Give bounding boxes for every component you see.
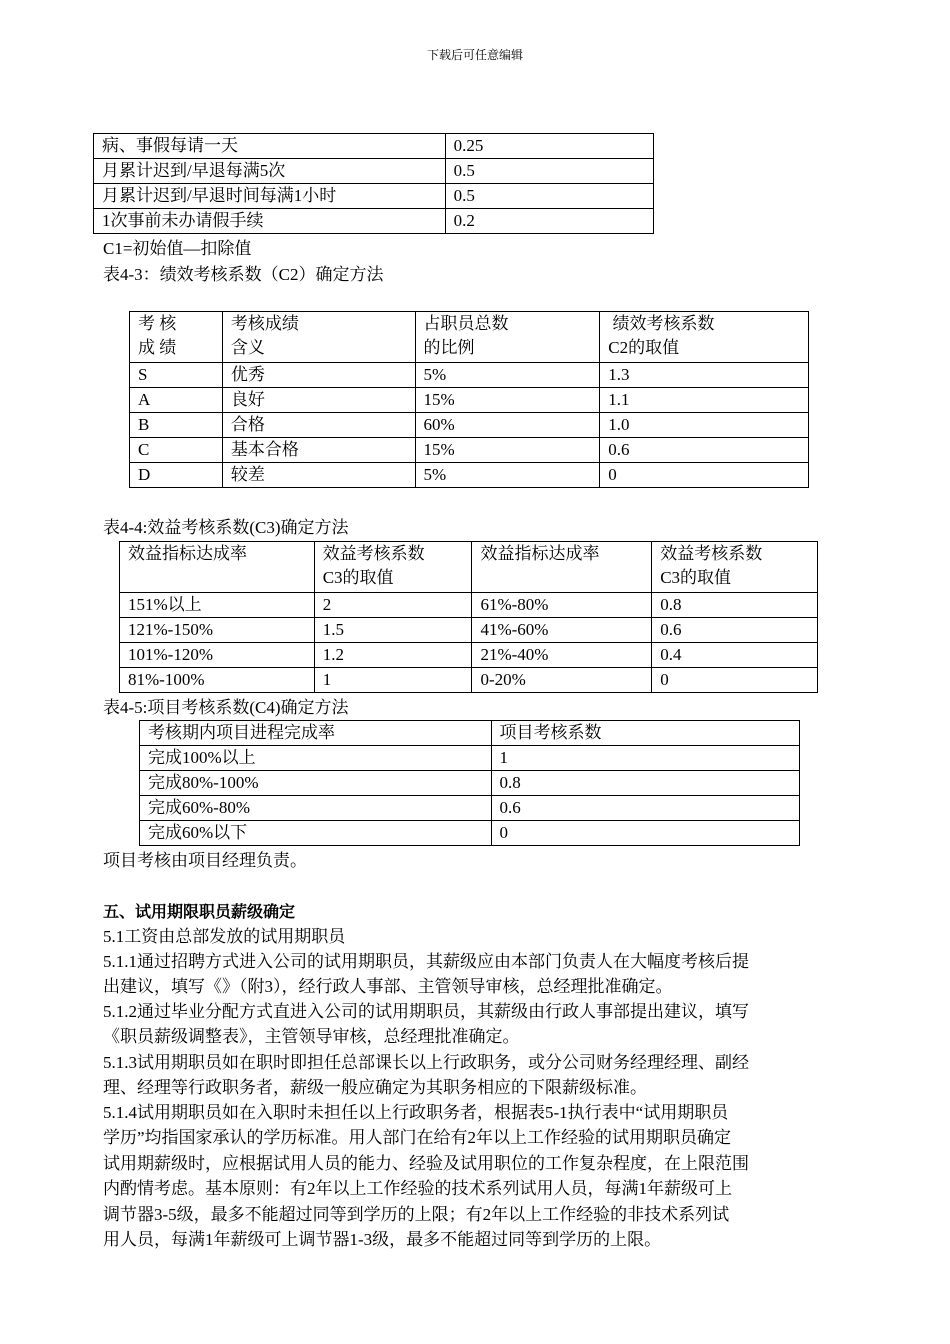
text-line: 出建议，填写《》（附3），经行政人事部、主管领导审核，总经理批准确定。 [103, 977, 673, 997]
table-row [94, 209, 654, 234]
table-cell: 121%-150% [120, 618, 315, 643]
table-cell: 较差 [222, 463, 415, 488]
table-cell: 151%以上 [120, 593, 315, 618]
header-note: 下载后可任意编辑 [426, 48, 523, 62]
paragraph-5-1-4 [103, 1100, 838, 1252]
text-line: 5.1.2通过毕业分配方式直进入公司的试用期职员，其薪级由行政人事部提出建议，填写 [103, 1002, 749, 1021]
c1-formula: C1=初始值—扣除值 [103, 239, 252, 258]
table-row [120, 668, 818, 693]
table-cell: 1.5 [314, 618, 472, 643]
table-row [130, 438, 809, 463]
table-header-cell [130, 312, 223, 363]
table-cell: 15% [415, 388, 600, 413]
table-cell: 5% [415, 463, 600, 488]
table-cell: S [130, 363, 223, 388]
table-cell: 0-20% [472, 668, 652, 693]
table-row [140, 746, 800, 771]
text-line: 试用期薪级时，应根据试用人员的能力、经验及试用职位的工作复杂程度，在上限范围 [103, 1153, 749, 1173]
table-cell: 完成80%-100% [140, 771, 492, 796]
header-line: C3的取值 [322, 568, 394, 587]
table-cell: 101%-120% [120, 643, 315, 668]
table-row [130, 363, 809, 388]
table-cell: 1 [314, 668, 472, 693]
table-cell: 1.2 [314, 643, 472, 668]
header-line: C2的取值 [608, 338, 680, 357]
header-line: 效益考核系数 [322, 544, 425, 563]
table-header-cell [600, 312, 809, 363]
header-line: 效益指标达成率 [128, 544, 247, 563]
table-cell: 1.1 [600, 388, 809, 413]
text-line: 5.1.1通过招聘方式进入公司的试用期职员，其薪级应由本部门负责人在大幅度考核后提 [103, 952, 749, 971]
table-header-cell: 考核期内项目进程完成率 [140, 721, 492, 746]
table-row [94, 134, 654, 159]
table-header-row [140, 721, 800, 746]
table-cell: 0.8 [491, 771, 799, 796]
text-line: 内酌情考虑。基本原则：有2年以上工作经验的技术系列试用人员，每满1年薪级可上 [103, 1179, 732, 1199]
table-header-cell: 项目考核系数 [491, 721, 799, 746]
table-cell: 0.6 [652, 618, 818, 643]
table-header-cell [472, 542, 652, 593]
table-header-cell [120, 542, 315, 593]
table-row [120, 593, 818, 618]
table-cell: 5% [415, 363, 600, 388]
table-cell: 病、事假每请一天 [94, 134, 446, 159]
text-line: 理、经理等行政职务者，薪级一般应确定为其职务相应的下限薪级标准。 [103, 1078, 647, 1098]
table4-caption: 表4-5:项目考核系数(C4)确定方法 [103, 698, 349, 717]
table-cell: 1.0 [600, 413, 809, 438]
table-cell: 完成60%以下 [140, 821, 492, 846]
table-cell: A [130, 388, 223, 413]
subsection-5-1: 5.1工资由总部发放的试用期职员 [103, 927, 346, 946]
table-row [140, 771, 800, 796]
table-cell: C [130, 438, 223, 463]
paragraph-5-1-3 [103, 1050, 838, 1101]
header-line: 效益考核系数 [660, 544, 763, 563]
header-line: 效益指标达成率 [480, 544, 600, 563]
table-row [130, 413, 809, 438]
c4-table [139, 720, 800, 846]
table-header-row [130, 312, 809, 363]
table-cell: 1.3 [600, 363, 809, 388]
table-cell: 61%-80% [472, 593, 652, 618]
table-cell: 1 [491, 746, 799, 771]
table-cell: 完成100%以上 [140, 746, 492, 771]
header-line: 考核成绩 [230, 314, 299, 333]
table-cell: 60% [415, 413, 600, 438]
text-line: 5.1.3试用期职员如在职时即担任总部课长以上行政职务，或分公司财务经理经理、副经 [103, 1053, 749, 1072]
table-cell: 0.6 [491, 796, 799, 821]
table-cell: 0 [652, 668, 818, 693]
table-cell: 0 [491, 821, 799, 846]
paragraph-5-1-1 [103, 949, 838, 1000]
header-line: 成 绩 [138, 338, 177, 357]
table-cell: 0.25 [445, 134, 653, 159]
table-header-cell [314, 542, 472, 593]
table3-caption: 表4-4:效益考核系数(C3)确定方法 [103, 518, 349, 537]
text-line: 用人员，每满1年薪级可上调节器1-3级，最多不能超过同等到学历的上限。 [103, 1230, 662, 1250]
table2-caption: 表4-3：绩效考核系数（C2）确定方法 [103, 265, 384, 284]
table-row [140, 796, 800, 821]
table-cell: 81%-100% [120, 668, 315, 693]
table-cell: 合格 [222, 413, 415, 438]
table-row [140, 821, 800, 846]
table-cell: 2 [314, 593, 472, 618]
table-cell: 完成60%-80% [140, 796, 492, 821]
table-cell: 月累计迟到/早退时间每满1小时 [94, 184, 446, 209]
table-cell: B [130, 413, 223, 438]
header-line: 绩效考核系数 [608, 314, 715, 333]
table-header-cell [222, 312, 415, 363]
header-line: 的比例 [423, 338, 475, 357]
leave-deduction-table [93, 133, 654, 234]
table-cell: 良好 [222, 388, 415, 413]
header-line: 占职员总数 [423, 314, 509, 333]
header-line: 含义 [230, 338, 265, 357]
table-header-cell [415, 312, 600, 363]
table-row [130, 388, 809, 413]
table-header-row [120, 542, 818, 593]
table-header-cell [652, 542, 818, 593]
project-note: 项目考核由项目经理负责。 [103, 851, 307, 870]
table-cell: 0.5 [445, 184, 653, 209]
table-cell: 优秀 [222, 363, 415, 388]
table-cell: 月累计迟到/早退每满5次 [94, 159, 446, 184]
table-cell: 1次事前未办请假手续 [94, 209, 446, 234]
text-line: 学历”均指国家承认的学历标准。用人部门在给有2年以上工作经验的试用期职员确定 [103, 1128, 732, 1148]
table-row [94, 159, 654, 184]
text-line: 调节器3-5级，最多不能超过同等到学历的上限；有2年以上工作经验的非技术系列试 [103, 1204, 730, 1224]
table-cell: 15% [415, 438, 600, 463]
table-cell: 21%-40% [472, 643, 652, 668]
table-cell: 基本合格 [222, 438, 415, 463]
header-line: 考 核 [138, 314, 177, 333]
section-heading: 五、试用期限职员薪级确定 [103, 902, 296, 921]
table-cell: D [130, 463, 223, 488]
table-row [130, 463, 809, 488]
text-line: 《职员薪级调整表》，主管领导审核，总经理批准确定。 [103, 1027, 520, 1047]
table-cell: 0.8 [652, 593, 818, 618]
table-cell: 0 [600, 463, 809, 488]
table-cell: 41%-60% [472, 618, 652, 643]
table-cell: 0.4 [652, 643, 818, 668]
paragraph-5-1-2 [103, 999, 838, 1050]
table-row [120, 618, 818, 643]
text-line: 5.1.4试用期职员如在入职时未担任以上行政职务者，根据表5-1执行表中“试用期职员 [103, 1103, 729, 1122]
table-cell: 0.2 [445, 209, 653, 234]
table-cell: 0.5 [445, 159, 653, 184]
c3-table [119, 541, 818, 693]
c2-table [129, 311, 809, 488]
table-row [120, 643, 818, 668]
header-line: C3的取值 [660, 568, 732, 587]
table-row [94, 184, 654, 209]
table-cell: 0.6 [600, 438, 809, 463]
